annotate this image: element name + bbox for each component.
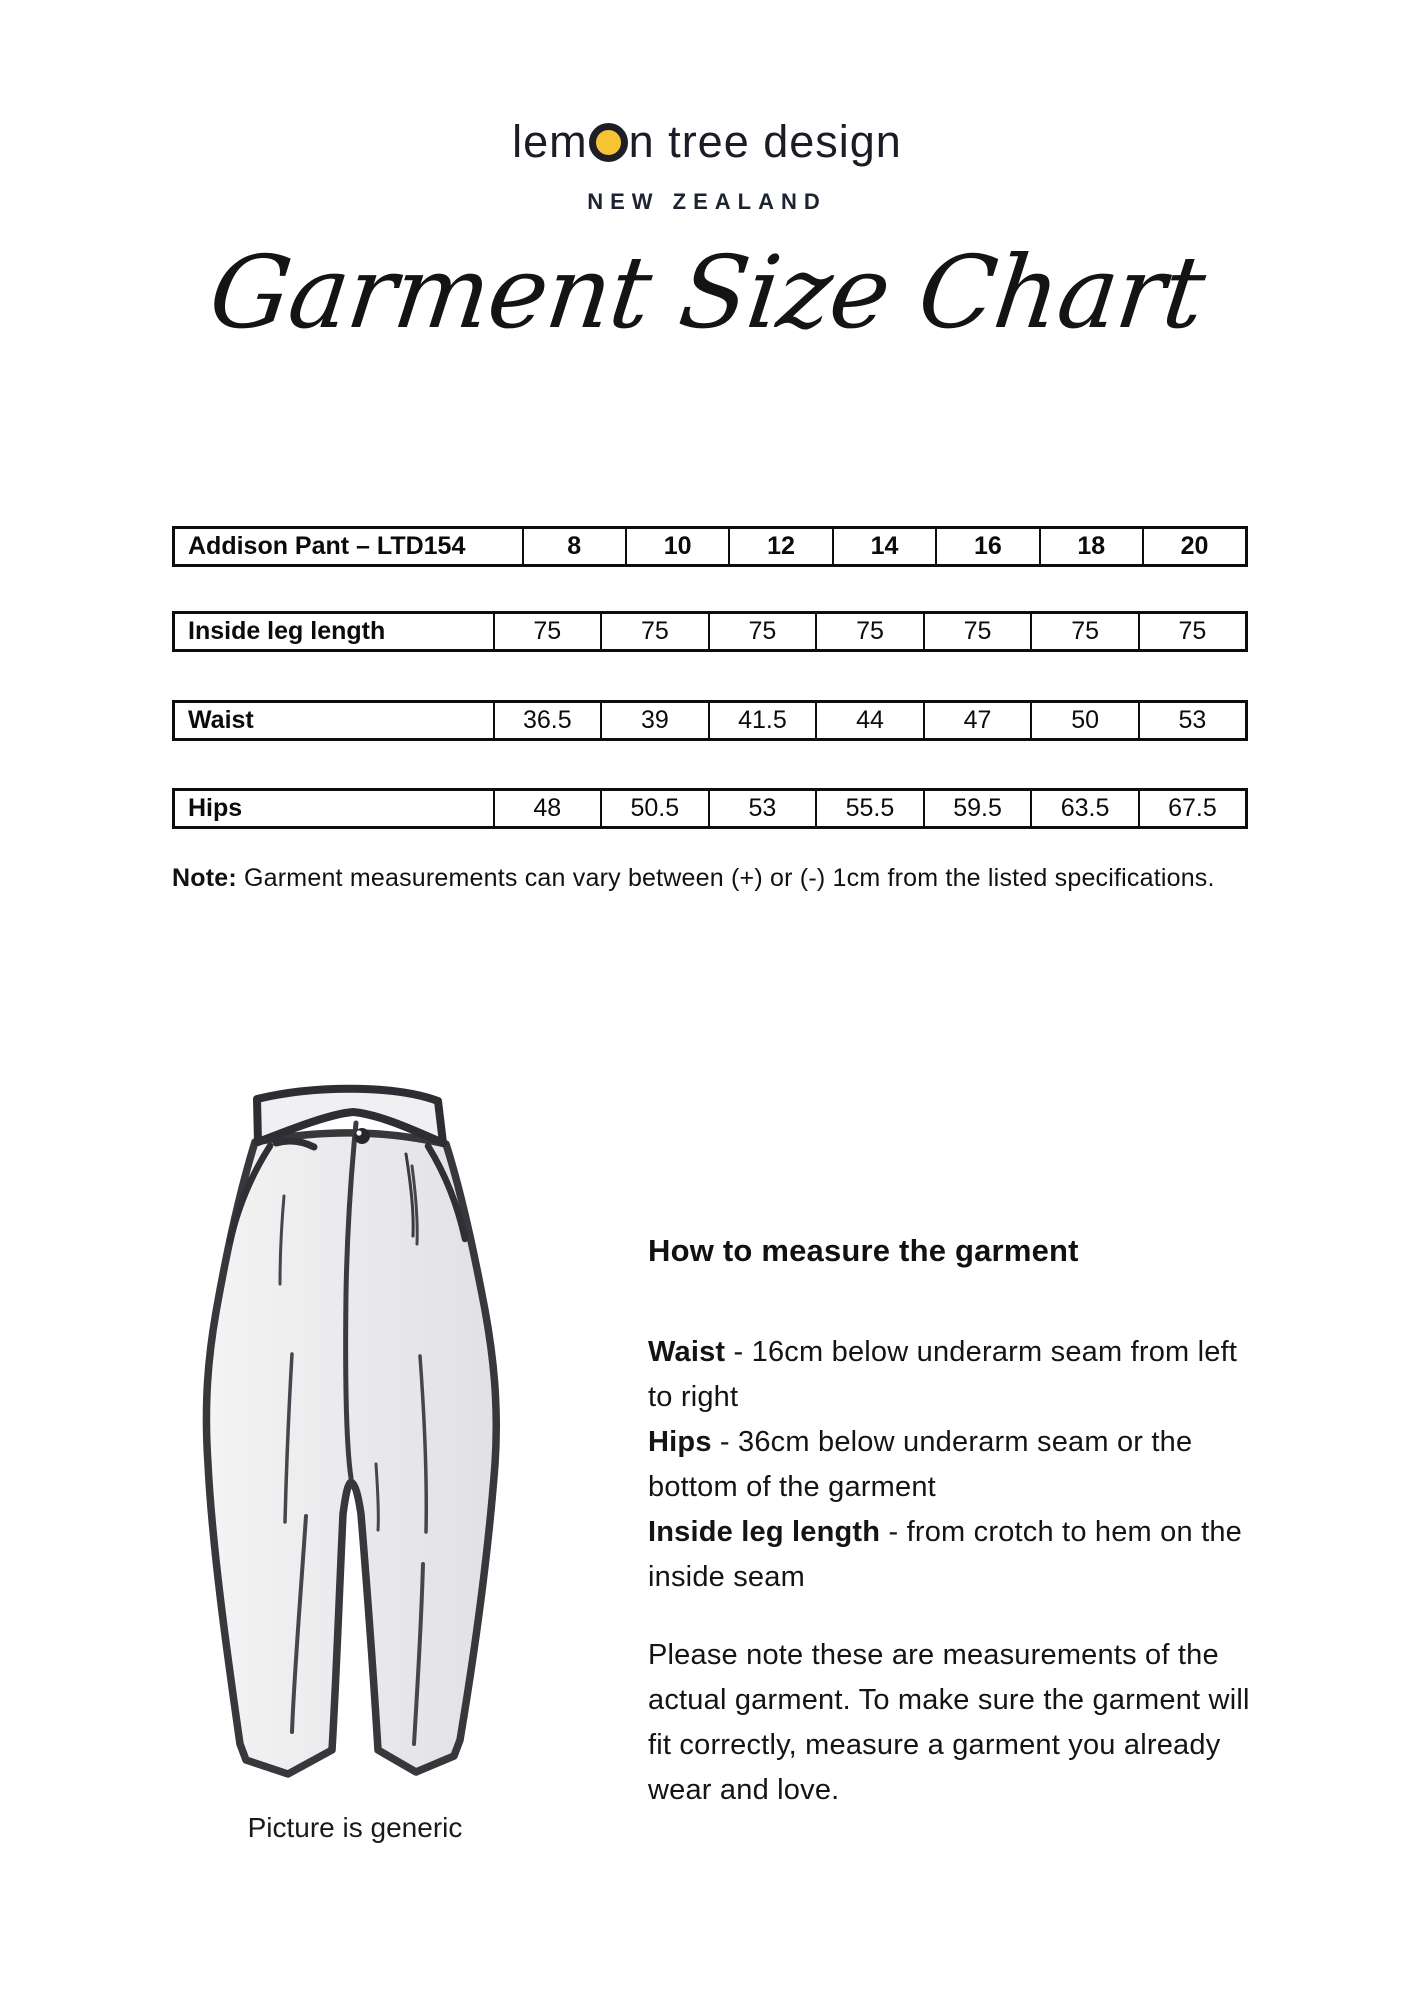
- size-column-header: 14: [833, 528, 936, 566]
- measure-label: Hips: [174, 790, 494, 828]
- pants-body: [206, 1133, 496, 1774]
- measure-value: 36.5: [494, 702, 602, 740]
- note-text: Garment measurements can vary between (+) or (-) 1cm from the listed specifications.: [236, 864, 1215, 892]
- measure-value: 75: [1031, 613, 1139, 651]
- page-title: Garment Size Chart: [203, 234, 1211, 351]
- measure-value: 55.5: [816, 790, 924, 828]
- how-to-measure-heading: How to measure the garment: [648, 1233, 1079, 1268]
- measure-value: 41.5: [709, 702, 817, 740]
- measure-value: 59.5: [924, 790, 1032, 828]
- measure-value: 75: [601, 613, 709, 651]
- table-row: [174, 613, 1247, 651]
- size-table-row-inside-leg: [172, 611, 1248, 652]
- measure-value: 39: [601, 702, 709, 740]
- brand-country: NEW ZEALAND: [587, 189, 827, 214]
- size-column-header: 18: [1040, 528, 1143, 566]
- measure-value: 47: [924, 702, 1032, 740]
- pants-button-icon: [354, 1128, 370, 1144]
- size-column-header: 20: [1143, 528, 1246, 566]
- brand-logo: [0, 116, 1414, 168]
- measurement-disclaimer: Please note these are measurements of the actual garment. To make sure the garment will fit correctly, measure a garment you already wear and love.: [648, 1639, 1250, 1806]
- size-table-row-hips: [172, 788, 1248, 829]
- illustration-caption: Picture is generic: [247, 1812, 463, 1843]
- product-name: Addison Pant – LTD154: [174, 528, 523, 566]
- how-to-measure-section: [648, 1234, 1256, 1813]
- note-label: Note:: [172, 864, 237, 892]
- measure-value: 63.5: [1031, 790, 1139, 828]
- definition-inside-leg: Inside leg length - from crotch to hem on the inside seam: [648, 1516, 1243, 1593]
- logo-text-after: n tree design: [628, 116, 902, 167]
- measure-value: 50: [1031, 702, 1139, 740]
- measure-value: 53: [1139, 702, 1247, 740]
- measure-value: 67.5: [1139, 790, 1247, 828]
- size-table-row-waist: [172, 700, 1248, 741]
- definition-waist: Waist - 16cm below underarm seam from left to right: [648, 1336, 1238, 1413]
- definition-hips: Hips - 36cm below underarm seam or the bottom of the garment: [648, 1426, 1193, 1503]
- measure-value: 75: [816, 613, 924, 651]
- lemon-dot-icon: [589, 123, 628, 162]
- pants-illustration: [180, 1044, 528, 1804]
- measure-value: 75: [924, 613, 1032, 651]
- table-row: [174, 702, 1247, 740]
- measure-value: 50.5: [601, 790, 709, 828]
- measure-value: 53: [709, 790, 817, 828]
- measure-label: Inside leg length: [174, 613, 494, 651]
- size-column-header: 12: [729, 528, 832, 566]
- measure-value: 44: [816, 702, 924, 740]
- table-row: [174, 528, 1247, 566]
- measure-value: 75: [709, 613, 817, 651]
- size-column-header: 8: [523, 528, 626, 566]
- measure-value: 75: [1139, 613, 1247, 651]
- logo-text-before: lem: [512, 116, 588, 167]
- size-column-header: 10: [626, 528, 729, 566]
- measure-label: Waist: [174, 702, 494, 740]
- measure-value: 75: [494, 613, 602, 651]
- measure-value: 48: [494, 790, 602, 828]
- size-column-header: 16: [936, 528, 1039, 566]
- table-row: [174, 790, 1247, 828]
- tolerance-note: [172, 864, 1272, 893]
- size-table-header: [172, 526, 1248, 567]
